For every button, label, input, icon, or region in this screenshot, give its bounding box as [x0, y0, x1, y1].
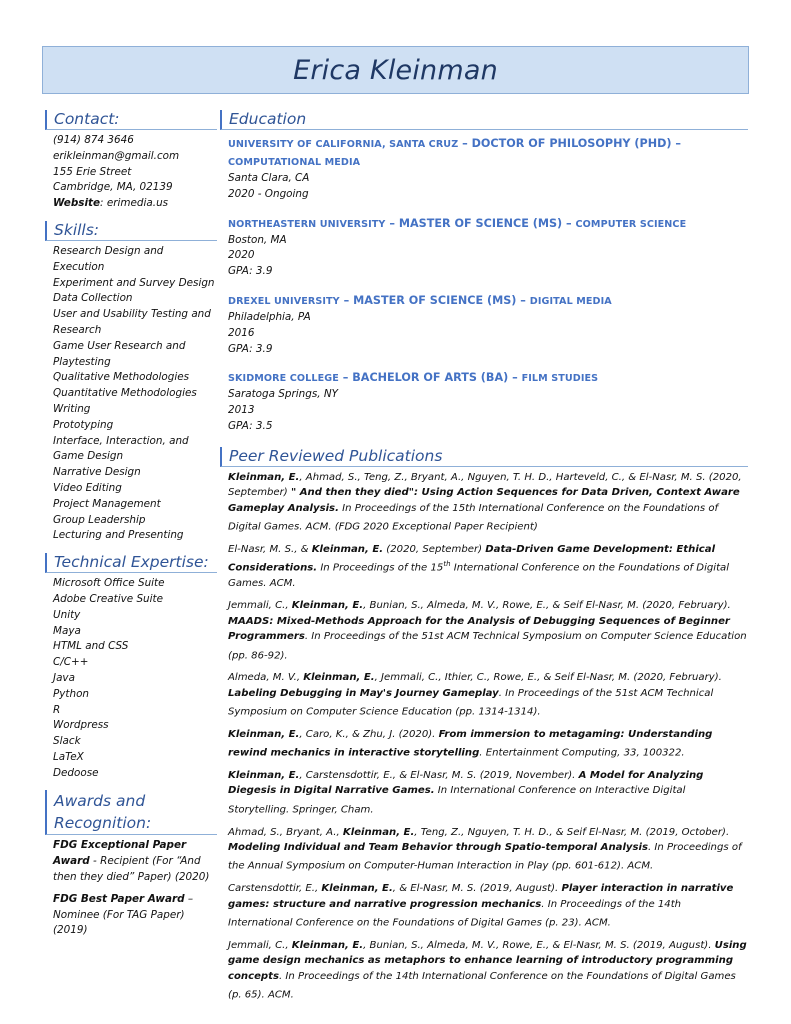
publication-item	[228, 768, 748, 818]
technical-item: Adobe Creative Suite	[53, 592, 163, 605]
education-entry	[220, 369, 748, 434]
education-title	[228, 369, 748, 387]
skill-item: Game User Research and	[53, 339, 186, 352]
technical-list	[45, 576, 217, 781]
pub-title: A Model for Analyzing Diegesis in Digital Narrative Games.	[228, 770, 704, 797]
degree-name: – DOCTOR OF PHILOSOPHY (PHD) –	[458, 137, 681, 150]
pub-venue: . Entertainment Computing, 33, 100322.	[479, 747, 685, 759]
award-item	[53, 892, 217, 939]
skill-item: Research	[53, 323, 102, 336]
pub-authors-pre: Carstensdottir, E.,	[228, 883, 322, 895]
awards-heading	[45, 790, 217, 835]
awards-section	[45, 790, 217, 939]
pub-title: From immersion to metagaming: Understanding rewind mechanics in interactive storytelling	[228, 728, 713, 759]
pub-authors-rest: , Ahmad, S., Teng, Z., Bryant, A., Nguyen, T. H. D., Harteveld, C., & El-Nasr, M. S. (2020, September)	[228, 471, 742, 499]
contact-street: 155 Erie Street	[53, 165, 132, 178]
technical-item: C/C++	[53, 656, 89, 669]
technical-item: Microsoft Office Suite	[53, 577, 165, 590]
education-detail: Boston, MA	[228, 233, 287, 246]
skill-item: Writing	[53, 402, 91, 415]
technical-item: Wordpress	[53, 719, 109, 732]
right-column	[220, 110, 748, 1010]
publication-item	[228, 881, 748, 931]
pub-venue: In Proceedings of the 15th International Conference on the Foundations of Digital Games. ACM. (FDG 2020 Exceptional Paper Recipient)	[228, 502, 719, 533]
publications-heading: Peer Reviewed Publications	[220, 447, 748, 467]
pub-authors-pre: Jemmali, C.,	[228, 600, 292, 612]
pub-authors-rest: , Carstensdottir, E., & El-Nasr, M. S. (2019, November).	[299, 770, 579, 782]
skill-item: Research Design and	[53, 244, 164, 257]
pub-author-highlight: Kleinman, E.	[228, 770, 300, 782]
left-column	[45, 110, 217, 948]
pub-author-highlight: Kleinman, E.	[311, 543, 384, 555]
pub-authors-rest: , & El-Nasr, M. S. (2019, August).	[392, 883, 562, 895]
pub-author-highlight: Kleinman, E.	[321, 883, 393, 895]
publication-item	[228, 670, 748, 720]
pub-authors-pre: Ahmad, S., Bryant, A.,	[228, 826, 343, 838]
school-name: UNIVERSITY OF CALIFORNIA, SANTA CRUZ	[228, 139, 459, 150]
technical-item: Unity	[53, 608, 81, 621]
education-entry	[220, 292, 748, 357]
education-entry	[220, 135, 748, 203]
skill-item: Data Collection	[53, 292, 133, 305]
skill-item: Experiment and Survey Design	[53, 276, 215, 289]
technical-item: HTML and CSS	[53, 640, 129, 653]
contact-section	[45, 110, 217, 212]
awards-heading-line2: Recognition:	[54, 814, 152, 833]
awards-heading-line1: Awards and	[54, 792, 146, 811]
skills-heading: Skills:	[45, 221, 217, 241]
pub-author-highlight: Kleinman, E.	[342, 826, 415, 838]
pub-authors-rest: , Caro, K., & Zhu, J. (2020).	[299, 728, 439, 740]
pub-authors-pre: Jemmali, C.,	[228, 939, 292, 951]
publication-item	[228, 470, 748, 535]
technical-item: LaTeX	[53, 750, 84, 763]
school-name: DREXEL UNIVERSITY	[228, 295, 340, 307]
contact-city: Cambridge, MA, 02139	[53, 181, 173, 194]
award-title: FDG Exceptional Paper Award	[53, 839, 187, 868]
publication-item	[228, 938, 748, 1003]
technical-item: Dedoose	[53, 766, 99, 779]
pub-authors-rest: (2020, September)	[383, 543, 486, 555]
education-title	[228, 215, 748, 233]
field-name: DIGITAL MEDIA	[529, 295, 612, 307]
education-detail: 2016	[228, 326, 255, 339]
skill-item: Game Design	[53, 450, 124, 463]
education-detail: GPA: 3.9	[228, 265, 273, 278]
website-separator: :	[100, 197, 107, 210]
publications-list	[220, 470, 748, 1003]
education-detail: GPA: 3.9	[228, 342, 273, 355]
pub-title: MAADS: Mixed-Methods Approach for the Analysis of Debugging Sequences of Beginner Programmers	[228, 615, 730, 643]
candidate-name: Erica Kleinman	[293, 54, 498, 86]
skill-item: Project Management	[53, 497, 161, 510]
pub-venue-sup: th	[443, 560, 451, 569]
publication-item	[228, 542, 748, 592]
education-title	[228, 292, 748, 310]
pub-venue-after: International Conference on the Foundations of Digital Games. ACM.	[228, 562, 730, 589]
pub-venue: In International Conference on Interactive Digital Storytelling. Springer, Cham.	[228, 785, 686, 816]
degree-name: – MASTER OF SCIENCE (MS) –	[339, 293, 530, 307]
pub-venue: In Proceedings of the 15	[317, 562, 444, 574]
field-name: COMPUTER SCIENCE	[575, 218, 687, 230]
skill-item: Quantitative Methodologies	[53, 387, 197, 400]
education-detail: Santa Clara, CA	[228, 172, 310, 184]
pub-title: Player interaction in narrative games: structure and narrative progression mechanics	[228, 883, 734, 910]
education-detail: GPA: 3.5	[228, 419, 273, 432]
pub-venue: . In Proceedings of the 14th International Conference on the Foundations of Digital Games (p. 65). ACM.	[228, 970, 736, 1001]
field-name: COMPUTATIONAL MEDIA	[228, 157, 361, 168]
education-detail: Saratoga Springs, NY	[228, 388, 338, 401]
school-name: SKIDMORE COLLEGE	[228, 373, 339, 385]
pub-authors-pre: El-Nasr, M. S., &	[228, 543, 312, 555]
pub-author-highlight: Kleinman, E.	[291, 600, 364, 612]
technical-item: Maya	[53, 624, 81, 637]
pub-venue: . In Proceedings of the 51st ACM Technical Symposium on Computer Science Education (pp. 1314-1314).	[228, 687, 714, 718]
pub-title: Modeling Individual and Team Behavior through Spatio-temporal Analysis	[228, 842, 648, 854]
pub-authors-pre: Almeda, M. V.,	[228, 672, 304, 684]
pub-venue: . In Proceedings of the 51st ACM Technical Symposium on Computer Science Education (pp. 86-92).	[228, 631, 747, 661]
publication-item	[228, 825, 748, 875]
pub-authors-rest: , Teng, Z., Nguyen, T. H. D., & Seif El-Nasr, M. (2019, October).	[414, 826, 730, 838]
publication-item	[228, 727, 748, 761]
skill-item: Lecturing and Presenting	[53, 529, 184, 542]
pub-title: Labeling Debugging in May's Journey Gameplay	[228, 687, 499, 699]
skill-item: Qualitative Methodologies	[53, 371, 190, 384]
contact-heading: Contact:	[45, 110, 217, 130]
pub-title: " And then they died": Using Action Sequences for Data Driven, Context Aware Gameplay Analysis.	[228, 487, 740, 514]
technical-heading: Technical Expertise:	[45, 553, 217, 573]
skills-section	[45, 221, 217, 544]
education-detail: 2020	[228, 249, 255, 262]
award-item	[53, 838, 217, 885]
field-name: FILM STUDIES	[521, 373, 599, 385]
education-title	[228, 135, 748, 171]
pub-authors-rest: , Bunian, S., Almeda, M. V., Rowe, E., & Seif El-Nasr, M. (2020, February).	[363, 600, 731, 612]
skill-item: User and Usability Testing and	[53, 308, 211, 321]
education-detail: Philadelphia, PA	[228, 310, 311, 323]
pub-title: Data-Driven Game Development: Ethical Considerations.	[228, 543, 716, 574]
pub-authors-rest: , Jemmali, C., Ithier, C., Rowe, E., & Seif El-Nasr, M. (2020, February).	[374, 672, 722, 684]
award-detail: - Recipient (For “And then they died” Paper) (2020)	[53, 855, 210, 884]
skill-item: Execution	[53, 260, 105, 273]
degree-name: – BACHELOR OF ARTS (BA) –	[338, 371, 522, 385]
pub-author-highlight: Kleinman, E.	[228, 728, 300, 740]
website-link[interactable]: erimedia.us	[106, 197, 169, 210]
education-list	[220, 135, 748, 435]
contact-phone: (914) 874 3646	[53, 134, 134, 146]
technical-item: Python	[53, 687, 90, 700]
education-detail: 2020 - Ongoing	[228, 187, 309, 200]
publication-item	[228, 598, 748, 663]
contact-website-line	[53, 196, 217, 212]
pub-title: Using game design mechanics as metaphors to enhance learning of introductory programming concepts	[228, 939, 747, 982]
name-banner	[42, 46, 749, 94]
degree-name: – MASTER OF SCIENCE (MS) –	[385, 216, 576, 230]
contact-email: erikleinman@gmail.com	[53, 149, 180, 162]
school-name: NORTHEASTERN UNIVERSITY	[228, 218, 386, 230]
skill-item: Interface, Interaction, and	[53, 434, 189, 447]
education-heading: Education	[220, 110, 748, 130]
skill-item: Prototyping	[53, 418, 114, 431]
pub-authors-rest: , Bunian, S., Almeda, M. V., Rowe, E., & El-Nasr, M. S. (2019, August).	[363, 939, 715, 951]
technical-item: Java	[53, 671, 75, 684]
skill-item: Group Leadership	[53, 513, 146, 526]
website-label: Website	[53, 197, 101, 210]
award-detail: – Nominee (For TAG Paper) (2019)	[53, 892, 194, 937]
pub-venue: . In Proceedings of the Annual Symposium on Computer-Human Interaction in Play (pp. 601-612). ACM.	[228, 842, 742, 872]
skill-item: Narrative Design	[53, 466, 141, 479]
education-entry	[220, 215, 748, 280]
education-detail: 2013	[228, 404, 255, 417]
award-title: FDG Best Paper Award	[53, 892, 185, 905]
technical-section	[45, 553, 217, 781]
pub-venue: . In Proceedings of the 14th International Conference on the Foundations of Digital Games (p. 23). ACM.	[228, 898, 682, 929]
skills-list	[45, 244, 217, 544]
pub-author-highlight: Kleinman, E.	[291, 939, 364, 951]
skill-item: Video Editing	[53, 481, 122, 494]
skill-item: Playtesting	[53, 355, 111, 368]
pub-author-highlight: Kleinman, E.	[228, 471, 300, 483]
pub-author-highlight: Kleinman, E.	[303, 672, 375, 684]
technical-item: R	[53, 703, 61, 716]
technical-item: Slack	[53, 735, 81, 748]
